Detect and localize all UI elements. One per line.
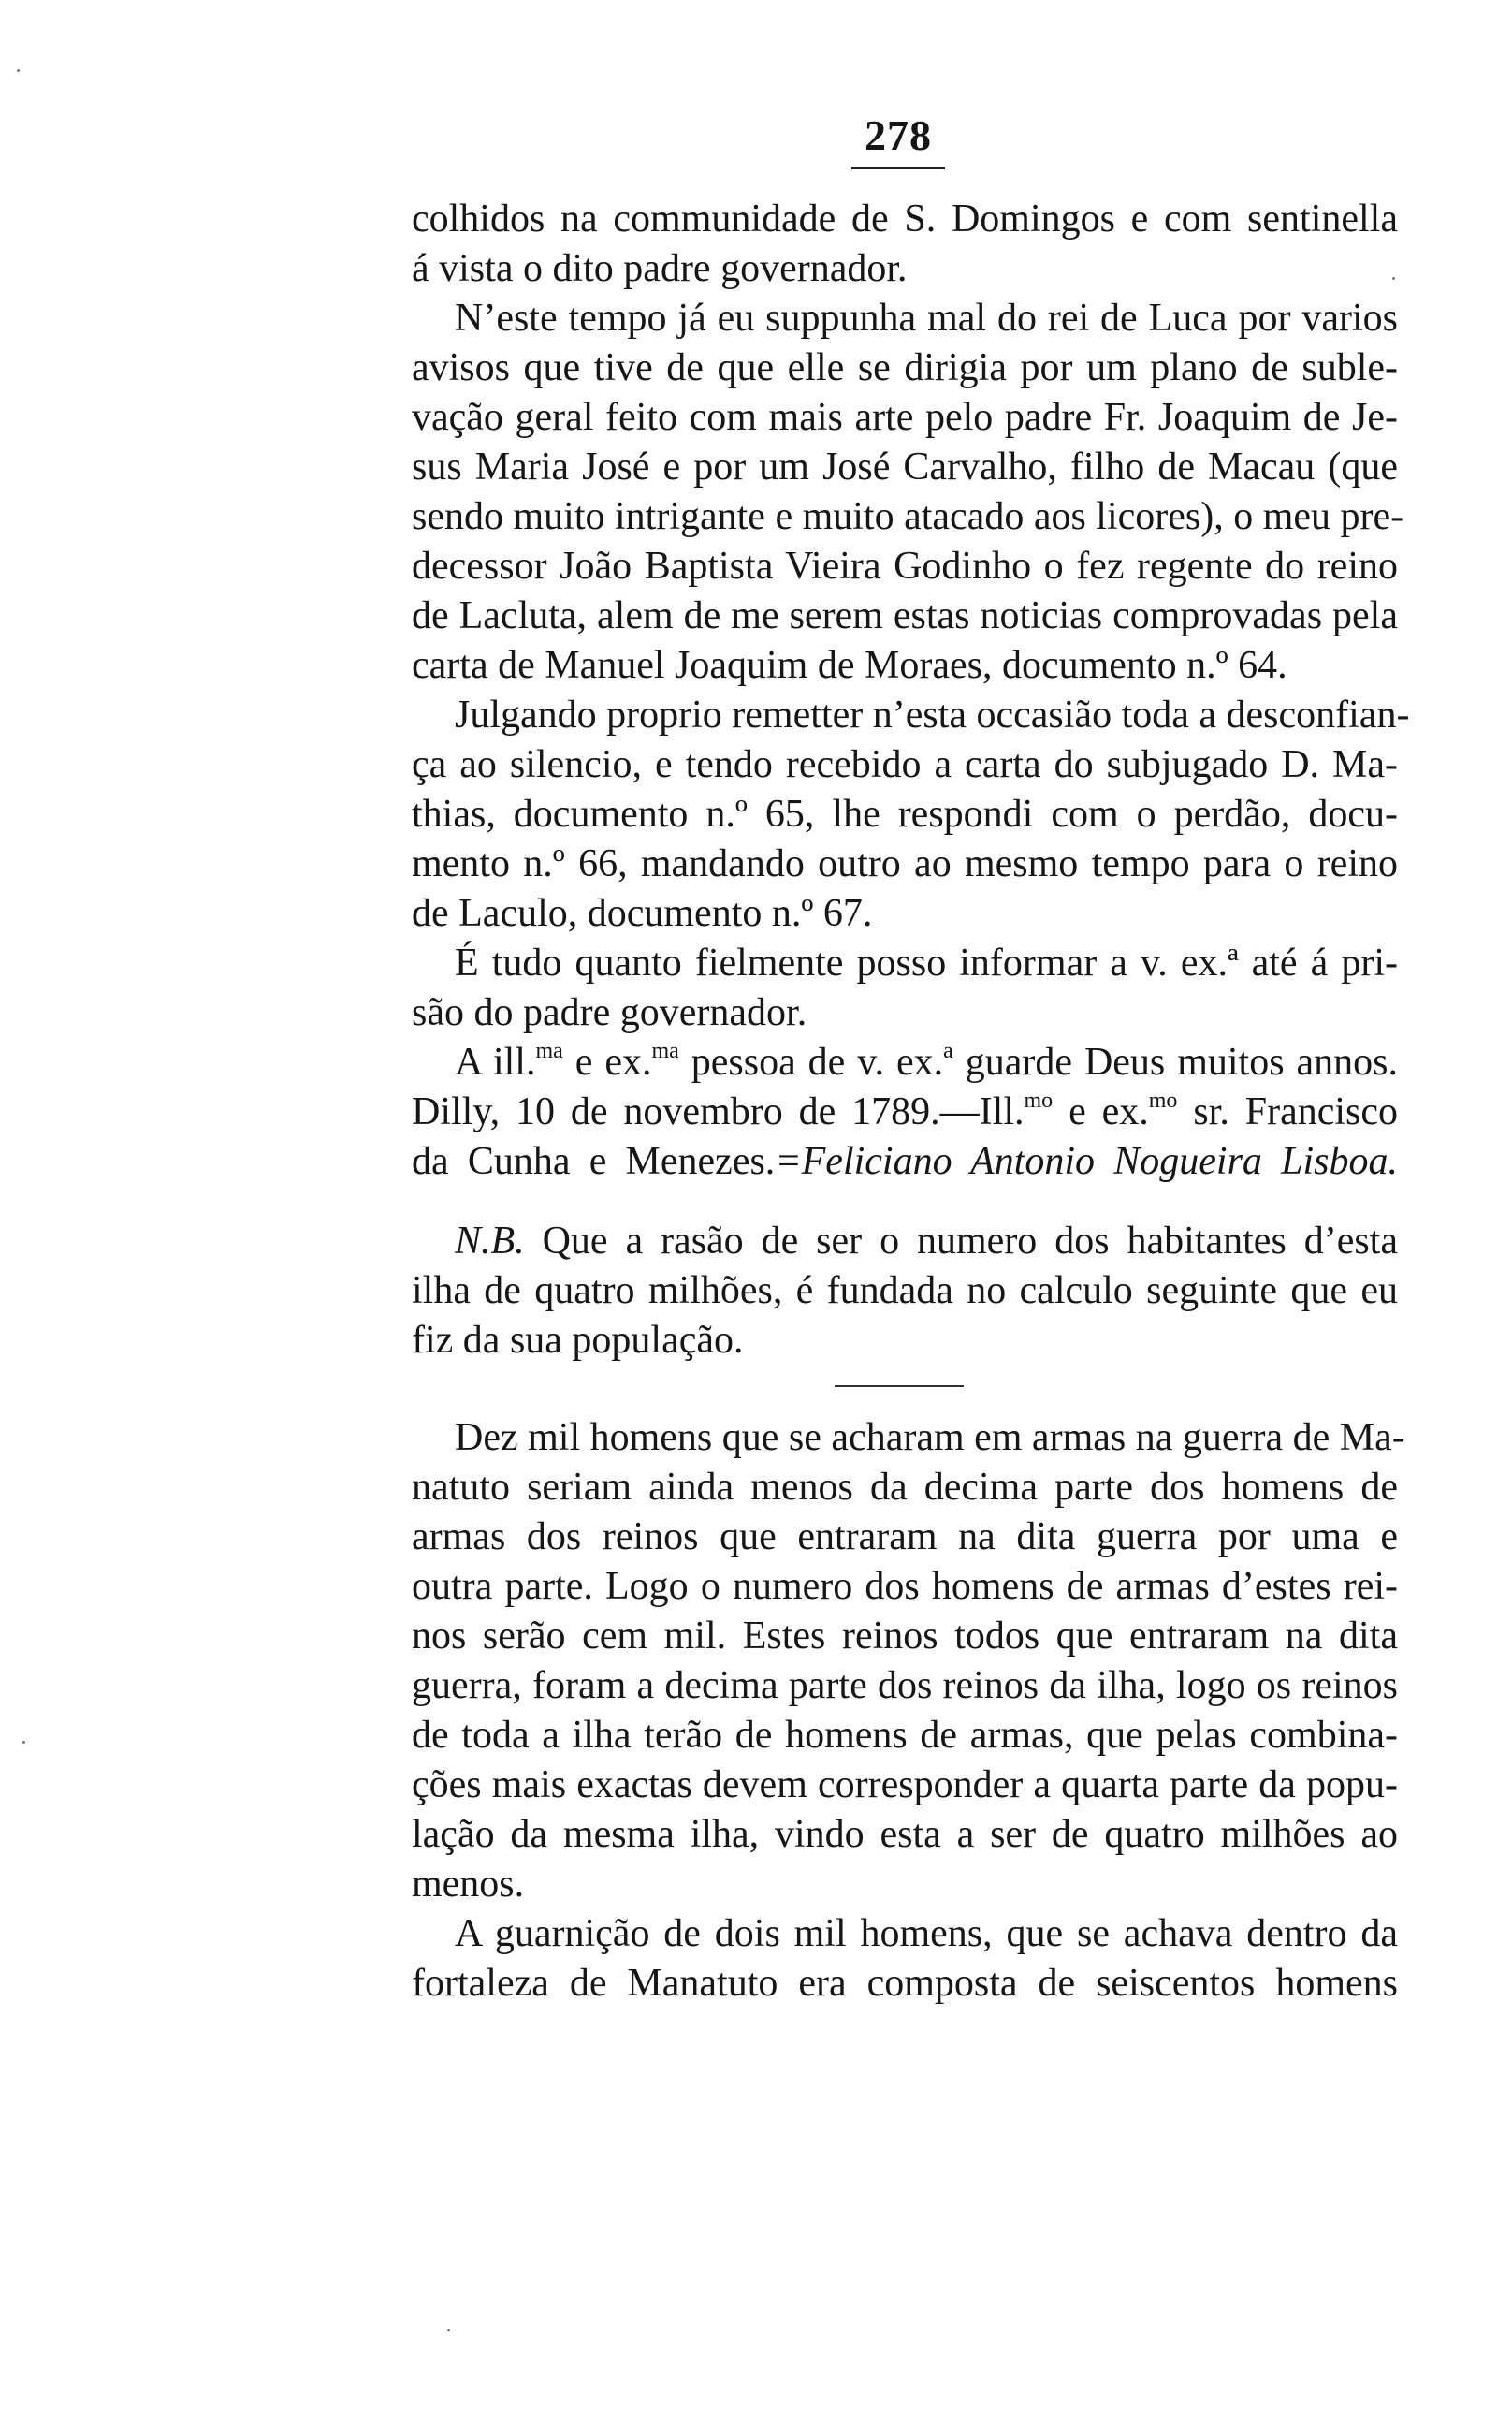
text-line: Julgando proprio remetter n’esta occasião toda a desconfian- [455, 694, 1410, 737]
text-line: menos. [412, 1863, 525, 1906]
text-run: e ex. [562, 1041, 652, 1084]
nb-line [412, 1217, 1398, 1266]
text-line: ilha de quatro milhões, é fundada no calculo seguinte que eu [412, 1269, 1398, 1312]
text-line: guerra, foram a decima parte dos reinos da ilha, logo os reinos [412, 1664, 1398, 1707]
text-line: vação geral feito com mais arte pelo padre Fr. Joaquim de Je- [412, 396, 1398, 439]
text-run: A ill. [455, 1041, 536, 1084]
text-run: pessoa de v. ex. [678, 1041, 944, 1084]
main-text [412, 195, 1410, 1187]
text-line: colhidos na communidade de S. Domingos e com sentinella [412, 197, 1398, 241]
text-line: carta de Manuel Joaquim de Moraes, documento n.º 64. [412, 644, 1287, 687]
text-line: avisos que tive de que elle se dirigia por um plano de suble- [412, 346, 1398, 389]
paper-speck [447, 2329, 450, 2331]
text-line: são do padre governador. [412, 991, 807, 1034]
text-line: á vista o dito padre governador. [412, 247, 908, 290]
text-line: fiz da sua população. [412, 1319, 744, 1362]
text-line: mento n.º 66, mandando outro ao mesmo tempo para o reino [412, 842, 1398, 885]
text-line: sendo muito intrigante e muito atacado aos licores), o meu pre- [412, 495, 1404, 538]
calculation-text [412, 1413, 1405, 2009]
closing-line [412, 1038, 1398, 1088]
text-line: lação da mesma ilha, vindo esta a ser de quatro milhões ao [412, 1813, 1398, 1856]
nb-label: N.B. [455, 1220, 525, 1263]
superscript: mo [1024, 1089, 1054, 1113]
text-run: Dilly, 10 de novembro de 1789.—Ill. [412, 1090, 1025, 1133]
nota-bene [412, 1217, 1398, 1366]
text-line: de Lacluta, alem de me serem estas noticias comprovadas pela [412, 594, 1398, 637]
text-line: N’este tempo já eu suppunha mal do rei de Luca por varios [455, 297, 1398, 340]
page-number-underline [851, 167, 945, 169]
text-line: armas dos reinos que entraram na dita guerra por uma e [412, 1515, 1398, 1558]
text-line: ções mais exactas devem corresponder a quarta parte da popu- [412, 1763, 1398, 1806]
text-line: nos serão cem mil. Estes reinos todos que entraram na dita [412, 1615, 1398, 1658]
signature-line [412, 1137, 1398, 1187]
text-line: thias, documento n.º 65, lhe respondi com o perdão, docu- [412, 793, 1398, 836]
text-line: fortaleza de Manatuto era composta de seiscentos homens [412, 1962, 1398, 2005]
superscript: ma [535, 1039, 563, 1063]
text-line: outra parte. Logo o numero dos homens de armas d’estes rei- [412, 1565, 1398, 1608]
page-number: 278 [865, 111, 932, 159]
text-line: sus Maria José e por um José Carvalho, filho de Macau (que [412, 446, 1398, 489]
text-run: sr. Francisco [1177, 1090, 1399, 1133]
signature-name: =Feliciano Antonio Nogueira Lisboa. [775, 1140, 1398, 1183]
text-line: Dez mil homens que se acharam em armas na guerra de Ma- [455, 1416, 1405, 1459]
text-line: natuto seriam ainda menos da decima parte dos homens de [412, 1466, 1398, 1509]
text-line: de toda a ilha terão de homens de armas, que pelas combina- [412, 1714, 1398, 1757]
superscript: a [943, 1039, 953, 1063]
superscript: ma [651, 1039, 679, 1063]
paper-speck [17, 69, 20, 72]
text-run: e ex. [1053, 1090, 1149, 1133]
text-line: ça ao silencio, e tendo recebido a carta do subjugado D. Ma- [412, 743, 1398, 786]
paper-speck [1392, 277, 1395, 280]
paper-speck [22, 1741, 25, 1744]
text-run: Que a rasão de ser o numero dos habitantes d’esta [524, 1220, 1398, 1263]
text-run: da Cunha e Menezes. [412, 1140, 776, 1183]
text-line: A guarnição de dois mil homens, que se achava dentro da [455, 1912, 1398, 1955]
text-line: decessor João Baptista Vieira Godinho o fez regente do reino [412, 545, 1398, 588]
date-line [412, 1088, 1398, 1137]
superscript: mo [1148, 1089, 1178, 1113]
text-line: de Laculo, documento n.º 67. [412, 892, 873, 935]
text-line: É tudo quanto fielmente posso informar a v. ex.ª até á pri- [455, 942, 1398, 985]
section-divider [835, 1385, 964, 1387]
text-run: guarde Deus muitos annos. [952, 1041, 1398, 1084]
